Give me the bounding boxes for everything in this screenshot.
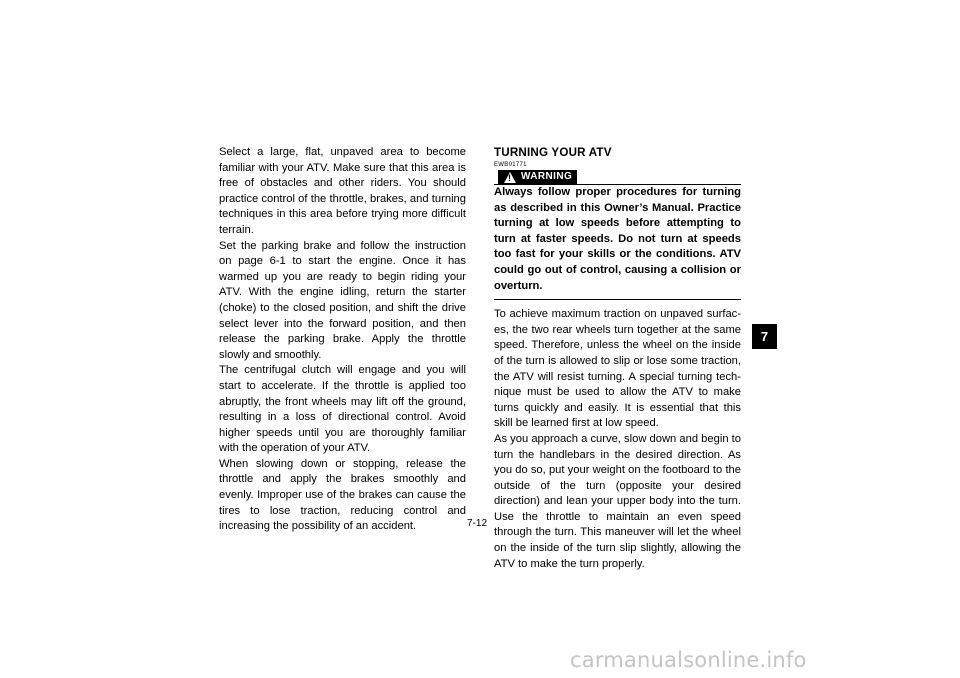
reference-code: EWB01771: [494, 162, 527, 168]
chapter-tab: 7: [752, 324, 777, 349]
warning-text: Always follow proper procedures for turning as described in this Owner’s Manual. Practice turning at low speeds before attempting to turn at faster speeds. Do not turn at speeds too fast for your skills or the conditions. ATV could go out of control, causing a collision or overturn.: [494, 185, 741, 300]
paragraph-practice-area: Select a large, flat, unpaved area to become familiar with your ATV. Make sure that this area is free of obstacles and other riders. You should practice control of the throttle, brakes, and turning techniques in this area before trying more difficult terrain.: [219, 146, 466, 236]
paragraph-traction: To achieve maximum traction on unpaved surfaces, the two rear wheels turn together at the same speed. Therefore, unless the wheel on the inside of the turn is allowed to slip or lose some traction, the ATV will resist turning. A special turning technique must be used to allow the ATV to make turns quickly and easily. It is essential that this skill be learned first at low speed.: [494, 308, 741, 430]
watermark: carmanualsonline.info: [570, 648, 807, 672]
paragraph-braking: When slowing down or stopping, release the throttle and apply the brakes smoothly and evenly. Improper use of the brakes can cause the tires to lose traction, reducing control and increasing the possibility of an accident.: [219, 457, 466, 533]
warning-badge: [498, 170, 577, 184]
paragraph-turning-technique: As you approach a curve, slow down and begin to turn the handlebars in the desired direction. As you do so, put your weight on the footboard to the outside of the turn (opposite your desired direction) and lean your upper body into the turn. Use the throttle to maintain an even speed through the turn. This maneuver will let the wheel on the inside of the turn slip slightly, allowing the ATV to make the turn properly.: [494, 432, 741, 570]
warning-triangle-icon: [504, 172, 516, 183]
warning-header: [494, 170, 741, 185]
warning-label: WARNING: [521, 171, 573, 182]
paragraph-clutch: The centrifugal clutch will engage and you will start to accelerate. If the throttle is applied too abruptly, the front wheels may lift off the ground, resulting in a loss of directional control. Avoid higher speeds until you are thoroughly familiar with the operation of your ATV.: [219, 364, 466, 455]
paragraph-starting: Set the parking brake and follow the instruction on page 6-1 to start the engine. Once it has warmed up you are ready to begin riding your ATV. With the engine idling, return the starter (choke) to the closed position, and shift the drive select lever into the forward position, and then release the parking brake. Apply the throttle slowly and smoothly.: [219, 239, 466, 361]
left-column: [219, 145, 466, 535]
page-number: 7-12: [467, 518, 488, 529]
right-column: [494, 145, 741, 572]
section-title: TURNING YOUR ATV: [494, 146, 612, 159]
